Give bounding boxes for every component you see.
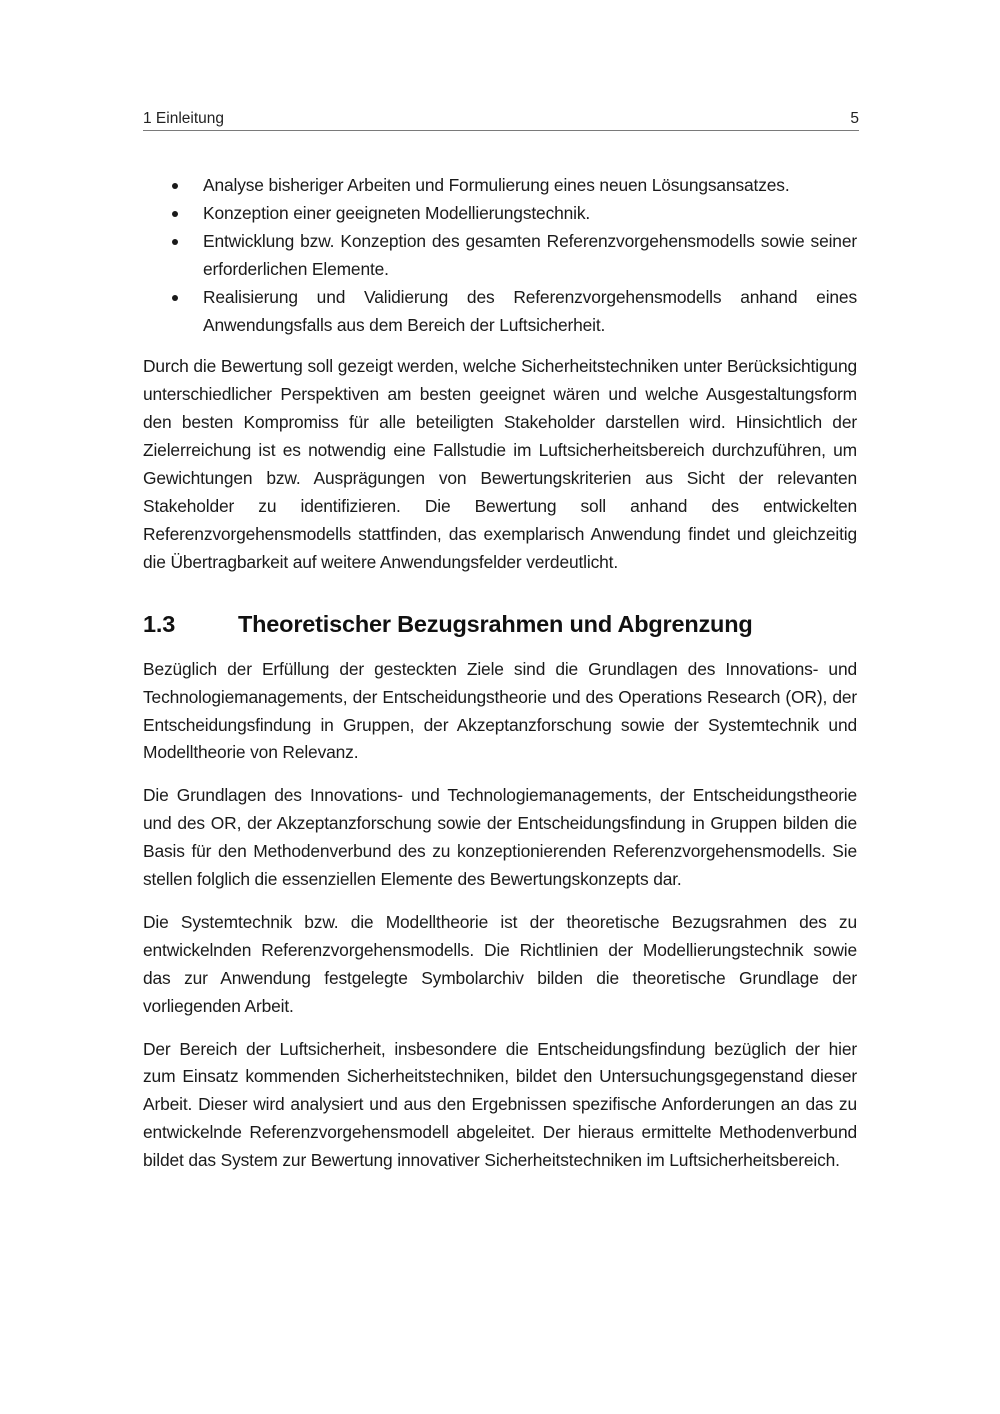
objectives-list (143, 172, 857, 339)
bullet-icon (172, 295, 178, 301)
header-page-number: 5 (850, 110, 859, 127)
section-paragraph: Die Systemtechnik bzw. die Modelltheorie ist der theoretische Bezugsrahmen des zu entwickelnden Referenzvorgehensmodells. Die Richtlinien der Modellierungstechnik sowie das zur Anwendung festgelegte Symbolarchiv bilden die theoretische Grundlage der vorliegenden Arbeit. (143, 911, 857, 1016)
bullet-icon (172, 183, 178, 189)
bullet-icon (172, 239, 178, 245)
intro-paragraph: Durch die Bewertung soll gezeigt werden, welche Sicherheitstechniken unter Berücksichtigung unterschiedlicher Perspektiven am besten geeignet wären und welche Ausgestaltungsform den besten Kompromiss für alle beteiligten Stakeholder darstellen wird. Hinsichtlich der Zielerreichung ist es notwendig eine Fallstudie im Luftsicherheitsbereich durchzuführen, um Gewichtungen bzw. Ausprägungen von Bewertungskriterien aus Sicht der relevanten Stakeholder zu identifizieren. Die Bewertung soll anhand des entwickelten Referenzvorgehensmodells stattfinden, das exemplarisch Anwendung findet und gleichzeitig die Übertragbarkeit auf weitere Anwendungsfelder verdeutlicht. (143, 356, 857, 572)
section-paragraph: Die Grundlagen des Innovations- und Technologiemanagements, der Entscheidungstheorie und des OR, der Akzeptanzforschung sowie der Entscheidungsfindung in Gruppen bilden die Basis für den Methodenverbund des zu konzeptionierenden Referenzvorgehensmodells. Sie stellen folglich die essenziellen Elemente des Bewertungskonzepts dar. (143, 785, 857, 890)
list-item (143, 200, 857, 228)
list-item-text: Realisierung und Validierung des Referenzvorgehensmodells anhand eines Anwendungsfalls aus dem Bereich der Luftsicherheit. (203, 286, 857, 335)
running-header (143, 109, 859, 131)
list-item-text: Konzeption einer geeigneten Modellierungstechnik. (203, 202, 591, 223)
header-chapter-title: 1 Einleitung (143, 110, 225, 127)
list-item-text: Analyse bisheriger Arbeiten und Formulierung eines neuen Lösungsansatzes. (203, 175, 790, 195)
bullet-icon (172, 211, 178, 217)
list-item (143, 284, 857, 340)
section-title: Theoretischer Bezugsrahmen und Abgrenzung (238, 610, 753, 637)
section-heading (143, 609, 857, 639)
list-item (143, 228, 857, 284)
page-body (143, 172, 857, 1175)
section-number: 1.3 (143, 610, 176, 637)
section-paragraph: Bezüglich der Erfüllung der gesteckten Ziele sind die Grundlagen des Innovations- und Technologiemanagements, der Entscheidungstheorie und des Operations Research (OR), der Entscheidungsfindung in Gruppen, der Akzeptanzforschung sowie der Systemtechnik und Modelltheorie von Relevanz. (143, 658, 857, 763)
list-item (143, 172, 857, 200)
section-paragraph: Der Bereich der Luftsicherheit, insbesondere die Entscheidungsfindung bezüglich der hier zum Einsatz kommenden Sicherheitstechniken, bildet den Untersuchungsgegenstand dieser Arbeit. Dieser wird analysiert und aus den Ergebnissen spezifische Anforderungen an das zu entwickelnde Referenzvorgehensmodell abgeleitet. Der hieraus ermittelte Methodenverbund bildet das System zur Bewertung innovativer Sicherheitstechniken im Luftsicherheitsbereich. (143, 1038, 857, 1171)
list-item-text: Entwicklung bzw. Konzeption des gesamten Referenzvorgehensmodells sowie seiner erforderlichen Elemente. (203, 230, 857, 279)
